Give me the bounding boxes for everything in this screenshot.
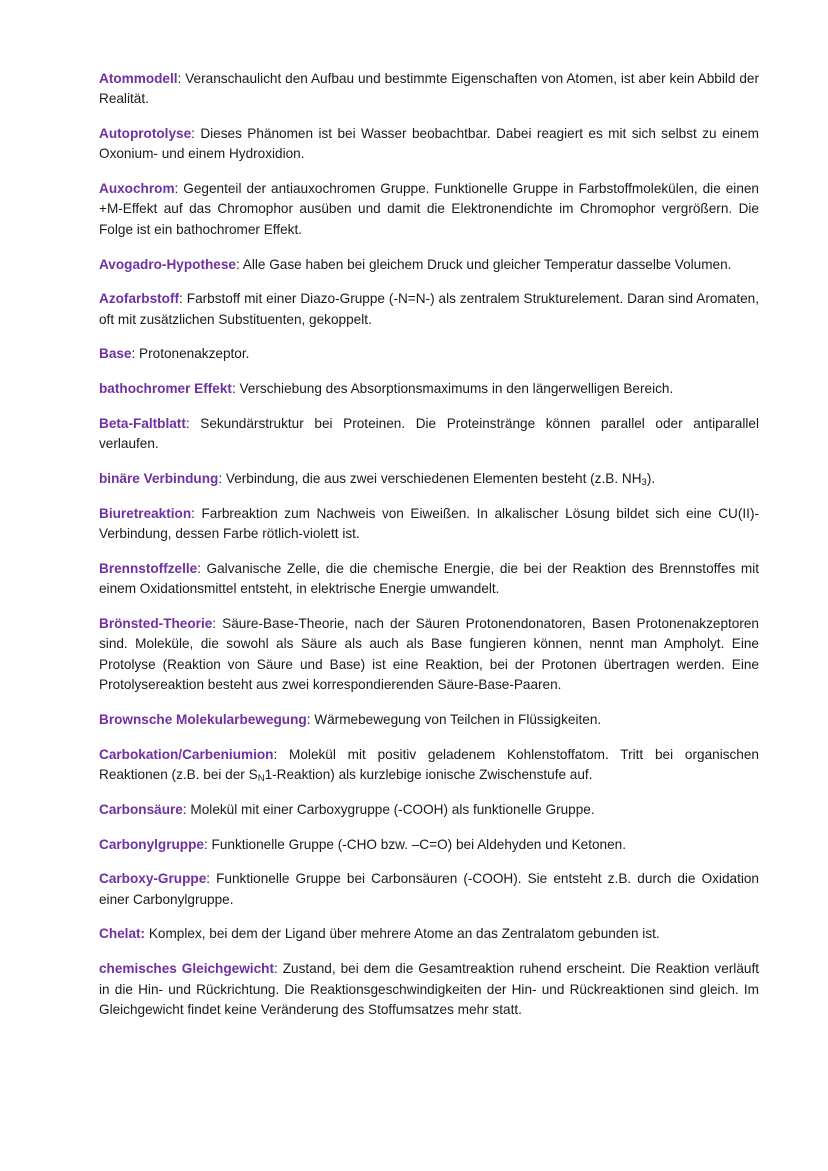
term: Carbokation/Carbeniumion: [99, 746, 274, 762]
term: Carbonsäure: [99, 801, 183, 817]
definition: Sekundärstruktur bei Proteinen. Die Proteinstränge können parallel oder antiparallel verlaufen.: [99, 416, 759, 452]
glossary-entry-binaere-verbindung: binäre Verbindung: Verbindung, die aus zwei verschiedenen Elementen besteht (z.B. $NH_3$).: [99, 471, 656, 489]
term: Brennstoffzelle: [99, 561, 198, 577]
glossary-entry-chemisches-gleichgewicht: chemisches Gleichgewicht: Zustand, bei dem die Gesamtreaktion ruhend erscheint. Die Reaktion verläuft in die Hin- und Rückrichtung. Die Reaktionsgeschwindigkeiten der Hin- und Rückreaktionen sind gleich. Im Gleichgewicht findet keine Veränderung des Stoffumsatzes mehr statt.: [99, 961, 759, 1017]
glossary-entry-auxochrom: Auxochrom: Gegenteil der antiauxochromen Gruppe. Funktionelle Gruppe in Farbstoffmolekülen, die einen +M-Effekt auf das Chromophor ausüben und damit die Elektronendichte im Chromophor vergrößern. Die Folge ist ein bathochromer Effekt.: [99, 181, 759, 237]
glossary-entry-avogadro-hypothese: Avogadro-Hypothese: Alle Gase haben bei gleichem Druck und gleicher Temperatur dasselbe Volumen.: [99, 256, 732, 272]
term: Brownsche Molekularbewegung: [99, 711, 307, 727]
term: Base: [99, 346, 132, 362]
subscript: 3: [641, 477, 647, 489]
definition: Farbstoff mit einer Diazo-Gruppe (-N=N-) als zentralem Strukturelement. Daran sind Aromaten, oft mit zusätzlichen Substituenten, gekoppelt.: [99, 291, 759, 327]
definition: Veranschaulicht den Aufbau und bestimmte Eigenschaften von Atomen, ist aber kein Abbild der Realität.: [99, 71, 759, 107]
term: Biuretreaktion: [99, 505, 192, 521]
term: binäre Verbindung: [99, 471, 219, 487]
glossary-entry-broensted-theorie: Brönsted-Theorie: Säure-Base-Theorie, nach der Säuren Protonendonatoren, Basen Protonenakzeptoren sind. Moleküle, die sowohl als Säure als auch als Base fungieren können, nennt man Ampholyt. Eine Protolyse (Reaktion von Säure und Base) ist eine Reaktion, bei der Protonen übertragen werden. Eine Protolysereaktion besteht aus zwei korrespondierenden Säure-Base-Paaren.: [99, 616, 759, 693]
definition: Gegenteil der antiauxochromen Gruppe. Funktionelle Gruppe in Farbstoffmolekülen, die einen +M-Effekt auf das Chromophor ausüben und damit die Elektronendichte im Chromophor vergrößern. Die Folge ist ein bathochromer Effekt.: [99, 181, 759, 237]
glossary-entry-autoprotolyse: Autoprotolyse: Dieses Phänomen ist bei Wasser beobachtbar. Dabei reagiert es mit sich selbst zu einem Oxonium- und einem Hydroxidion.: [99, 126, 759, 162]
glossary-entry-atommodell: Atommodell: Veranschaulicht den Aufbau und bestimmte Eigenschaften von Atomen, ist aber kein Abbild der Realität.: [99, 71, 759, 107]
glossary-entry-azofarbstoff: Azofarbstoff: Farbstoff mit einer Diazo-Gruppe (-N=N-) als zentralem Strukturelement. Daran sind Aromaten, oft mit zusätzlichen Substituenten, gekoppelt.: [99, 291, 759, 327]
term: Autoprotolyse: [99, 126, 192, 142]
definition: Zustand, bei dem die Gesamtreaktion ruhend erscheint. Die Reaktion verläuft in die Hin- und Rückrichtung. Die Reaktionsgeschwindigkeiten der Hin- und Rückreaktionen sind gleich. Im Gleichgewicht findet keine Veränderung des Stoffumsatzes mehr statt.: [99, 961, 759, 1017]
term: Avogadro-Hypothese: [99, 256, 236, 272]
glossary-entry-bathochromer-effekt: bathochromer Effekt: Verschiebung des Absorptionsmaximums in den längerwelligen Bereich.: [99, 381, 674, 397]
term: Brönsted-Theorie: [99, 616, 213, 632]
term: Carbonylgruppe: [99, 836, 204, 852]
term: Atommodell: [99, 71, 178, 86]
glossary-entry-brownsche-molekularbewegung: Brownsche Molekularbewegung: Wärmebewegung von Teilchen in Flüssigkeiten.: [99, 711, 602, 727]
glossary-entry-chelat: [99, 924, 759, 944]
term: bathochromer Effekt: [99, 381, 232, 397]
term: chemisches Gleichgewicht: [99, 961, 274, 977]
definition: Funktionelle Gruppe (-CHO bzw. –C=O) bei Aldehyden und Ketonen.: [207, 836, 627, 852]
glossary-entry-brennstoffzelle: Brennstoffzelle: Galvanische Zelle, die die chemische Energie, die bei der Reaktion des Brennstoffes mit einem Oxidationsmittel entsteht, in elektrische Energie umwandelt.: [99, 561, 759, 597]
glossary-entry-carbokation: Carbokation/Carbeniumion: Molekül mit positiv geladenem Kohlenstoffatom. Tritt bei organischen Reaktionen (z.B. bei der $S_N1-Reaktion$) als kurzlebige ionische Zwischenstufe auf.: [99, 746, 759, 784]
glossary-entry-carboxy-gruppe: Carboxy-Gruppe: Funktionelle Gruppe bei Carbonsäuren (-COOH). Sie entsteht z.B. durch die Oxidation einer Carbonylgruppe.: [99, 871, 759, 907]
definition: Verschiebung des Absorptionsmaximums in den längerwelligen Bereich.: [235, 381, 674, 397]
glossary-entry-base: Base: Protonenakzeptor.: [99, 346, 250, 362]
term: Chelat:: [99, 926, 146, 942]
definition: Komplex, bei dem der Ligand über mehrere Atome an das Zentralatom gebunden ist.: [145, 926, 660, 942]
term: Auxochrom: [99, 181, 175, 197]
definition: Protonenakzeptor.: [135, 346, 250, 362]
glossary-entry-beta-faltblatt: Beta-Faltblatt: Sekundärstruktur bei Proteinen. Die Proteinstränge können parallel oder antiparallel verlaufen.: [99, 416, 759, 452]
term: Carboxy-Gruppe: [99, 871, 207, 887]
term: Azofarbstoff: [99, 291, 180, 307]
glossary-entry-carbonylgruppe: Carbonylgruppe: Funktionelle Gruppe (-CHO bzw. –C=O) bei Aldehyden und Ketonen.: [99, 836, 627, 852]
definition: Farbreaktion zum Nachweis von Eiweißen. In alkalischer Lösung bildet sich eine CU(II)-Verbindung, dessen Farbe rötlich-violett ist.: [99, 505, 759, 542]
subscript: N: [257, 772, 265, 784]
definition: Funktionelle Gruppe bei Carbonsäuren (-COOH). Sie entsteht z.B. durch die Oxidation einer Carbonylgruppe.: [99, 871, 759, 907]
definition: Molekül mit positiv geladenem Kohlenstoffatom. Tritt bei organischen Reaktionen (z.B. bei der S: [99, 746, 759, 782]
definition: Molekül mit einer Carboxygruppe (-COOH) als funktionelle Gruppe.: [186, 801, 595, 817]
glossary-entry-carbonsaeure: Carbonsäure: Molekül mit einer Carboxygruppe (-COOH) als funktionelle Gruppe.: [99, 801, 595, 817]
definition: Verbindung, die aus zwei verschiedenen Elementen besteht (z.B. NH: [222, 471, 642, 487]
glossary-entry-biuretreaktion: Biuretreaktion: Farbreaktion zum Nachweis von Eiweißen. In alkalischer Lösung bildet sich eine CU(II)-Verbindung, dessen Farbe rötlich-violett ist.: [99, 505, 759, 542]
term: Beta-Faltblatt: [99, 416, 186, 432]
definition: Dieses Phänomen ist bei Wasser beobachtbar. Dabei reagiert es mit sich selbst zu einem Oxonium- und einem Hydroxidion.: [99, 126, 759, 162]
definition: Alle Gase haben bei gleichem Druck und gleicher Temperatur dasselbe Volumen.: [239, 256, 732, 272]
definition: Galvanische Zelle, die die chemische Energie, die bei der Reaktion des Brennstoffes mit einem Oxidationsmittel entsteht, in elektrische Energie umwandelt.: [99, 561, 759, 597]
definition: Wärmebewegung von Teilchen in Flüssigkeiten.: [310, 711, 602, 727]
definition: Säure-Base-Theorie, nach der Säuren Protonendonatoren, Basen Protonenakzeptoren sind. Moleküle, die sowohl als Säure als auch als Base fungieren können, nennt man Ampholyt. Eine Protolyse (Reaktion von Säure und Base) ist eine Reaktion, bei der Protonen übertragen werden. Eine Protolysereaktion besteht aus zwei korrespondierenden Säure-Base-Paaren.: [99, 616, 759, 693]
glossary-page: [99, 69, 759, 1035]
